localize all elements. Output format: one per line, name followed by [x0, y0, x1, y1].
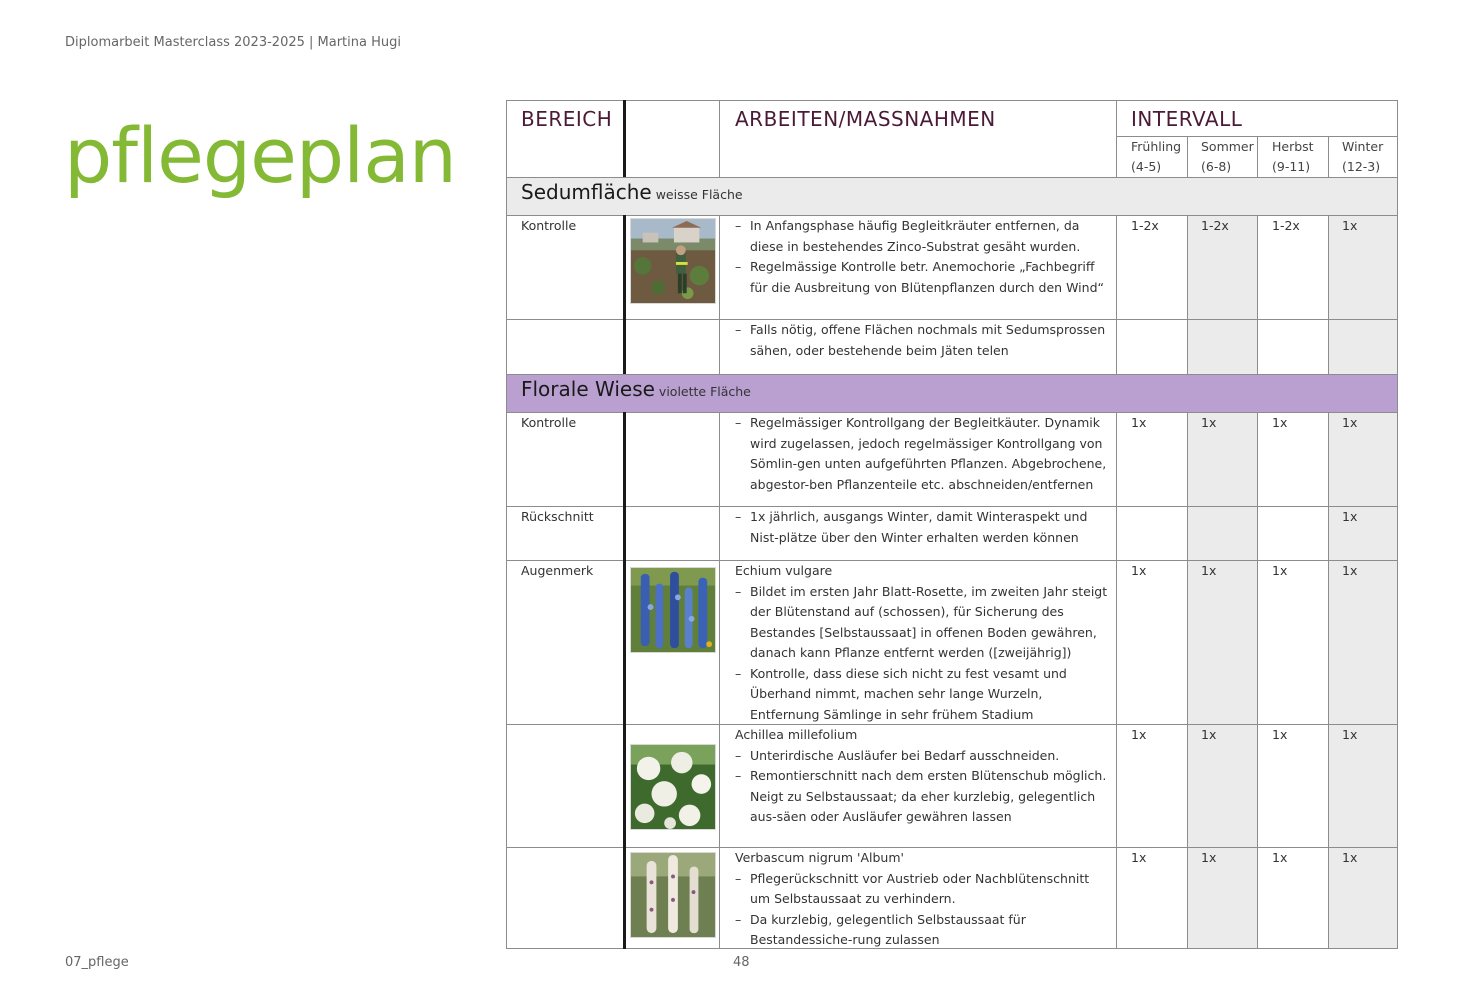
rule [1328, 412, 1329, 949]
shade-winter-1 [1328, 215, 1398, 374]
shade-sommer-1 [1187, 215, 1257, 374]
interval-spring: 1x [1131, 415, 1147, 430]
achillea-photo-icon [630, 744, 716, 830]
interval-winter: 1x [1342, 563, 1358, 578]
interval-winter: 1x [1342, 850, 1358, 865]
section-subtitle: violette Fläche [658, 384, 751, 399]
plant-name: Echium vulgare [735, 563, 833, 578]
interval-winter: 1x [1342, 218, 1358, 233]
interval-autumn: 1x [1272, 850, 1288, 865]
rule [1187, 215, 1188, 374]
interval-summer: 1x [1201, 850, 1217, 865]
row-description: Echium vulgare – Bildet im ersten Jahr Blatt-Rosette, im zweiten Jahr steigt der Blütenstand auf (schossen), für Sicherung des Bestandes [Selbstaussaat] in offenen Boden gewähren, danach kann Pflanze entfernt werden ([zweijährig]) – Kontrolle, dass diese sich nicht zu fest vesamt und Überhand nimmt, machen sehr lange Wurzeln, Entfernung Sämlinge in sehr frühem Stadium [735, 561, 1113, 725]
season-autumn: Herbst (9-11) [1272, 139, 1314, 174]
row-task: Kontrolle [521, 415, 577, 430]
interval-winter: 1x [1342, 727, 1358, 742]
row-description: Verbascum nigrum 'Album' – Pflegerückschnitt vor Austrieb oder Nachblütenschnitt um Selbstaussaat zu verhindern. – Da kurzlebig, gelegentlich Selbstaussaat für Bestandessiche-rung zulassen [735, 848, 1113, 951]
interval-winter: 1x [1342, 415, 1358, 430]
rule [1257, 215, 1258, 374]
rule [1328, 215, 1329, 374]
interval-spring: 1x [1131, 850, 1147, 865]
interval-winter: 1x [1342, 509, 1358, 524]
section-title-sedum: Sedumfläche weisse Fläche [521, 180, 743, 204]
rule [1187, 136, 1188, 177]
interval-spring: 1x [1131, 563, 1147, 578]
rule [506, 100, 1398, 101]
footer-chapter: 07_pflege [65, 955, 129, 970]
interval-autumn: 1x [1272, 727, 1288, 742]
rule [1116, 100, 1117, 177]
interval-summer: 1x [1201, 563, 1217, 578]
header-arbeiten: ARBEITEN/MASSNAHMEN [735, 107, 996, 131]
header-intervall: INTERVALL [1131, 107, 1243, 131]
row-description: – 1x jährlich, ausgangs Winter, damit Winteraspekt und Nist-plätze über den Winter erhalten werden können [735, 507, 1113, 548]
shade-sommer-2 [1187, 412, 1257, 949]
document-header: Diplomarbeit Masterclass 2023-2025 | Martina Hugi [65, 35, 401, 50]
row-task: Augenmerk [521, 563, 594, 578]
rule-thick [623, 412, 626, 949]
rule [719, 215, 720, 374]
rule [1328, 136, 1329, 177]
verbascum-photo-icon [630, 852, 716, 938]
gardener-photo-icon [630, 218, 716, 304]
interval-autumn: 1-2x [1272, 218, 1300, 233]
interval-spring: 1x [1131, 727, 1147, 742]
header-bereich: BEREICH [521, 107, 613, 131]
rule [1257, 136, 1258, 177]
shade-winter-2 [1328, 412, 1398, 949]
interval-autumn: 1x [1272, 563, 1288, 578]
rule [506, 100, 507, 949]
row-description: – Falls nötig, offene Flächen nochmals mit Sedumsprossen sähen, oder bestehende beim Jäten telen [735, 320, 1113, 361]
rule [1397, 100, 1398, 949]
rule [1116, 215, 1117, 374]
section-title-florale-wiese: Florale Wiese violette Fläche [521, 377, 751, 401]
rule [719, 412, 720, 949]
row-description: – Regelmässiger Kontrollgang der Begleitkäuter. Dynamik wird zugelassen, jedoch regelmässiger Kontrollgang von Sömlin-gen unten aufgeführten Pflanzen. Abgebrochene, abgestor-ben Pflanzenteile etc. abschneiden/entfernen [735, 413, 1113, 495]
maintenance-table [506, 100, 1398, 949]
rule [1116, 412, 1117, 949]
rule [1187, 412, 1188, 949]
page-title: pflegeplan [64, 111, 456, 200]
rule [1257, 412, 1258, 949]
rule [506, 177, 1398, 178]
echium-photo-icon [630, 567, 716, 653]
interval-spring: 1-2x [1131, 218, 1159, 233]
season-spring: Frühling (4-5) [1131, 139, 1182, 174]
interval-summer: 1x [1201, 727, 1217, 742]
row-description: – In Anfangsphase häufig Begleitkräuter entfernen, da diese in bestehendes Zinco-Substrat gesäht wurden. – Regelmässige Kontrolle betr. Anemochorie „Fachbegriff für die Ausbreitung von Blütenpflanzen durch den Wind“ [735, 216, 1113, 298]
interval-autumn: 1x [1272, 415, 1288, 430]
plant-name: Achillea millefolium [735, 727, 858, 742]
rule [719, 100, 720, 177]
plant-name: Verbascum nigrum 'Album' [735, 850, 904, 865]
row-task: Rückschnitt [521, 509, 594, 524]
section-subtitle: weisse Fläche [655, 187, 743, 202]
rule [506, 374, 1398, 375]
season-summer: Sommer (6-8) [1201, 139, 1254, 174]
interval-summer: 1x [1201, 415, 1217, 430]
interval-summer: 1-2x [1201, 218, 1229, 233]
page-number: 48 [733, 955, 750, 970]
season-winter: Winter (12-3) [1342, 139, 1384, 174]
row-task: Kontrolle [521, 218, 577, 233]
rule-thick [623, 215, 626, 374]
rule-thick [623, 100, 626, 177]
row-description: Achillea millefolium – Unterirdische Ausläufer bei Bedarf ausschneiden. – Remontierschnitt nach dem ersten Blütenschub möglich. Neigt zu Selbstaussaat; da eher kurzlebig, gelegentlich aus-säen oder Ausläufer gewähren lassen [735, 725, 1113, 828]
